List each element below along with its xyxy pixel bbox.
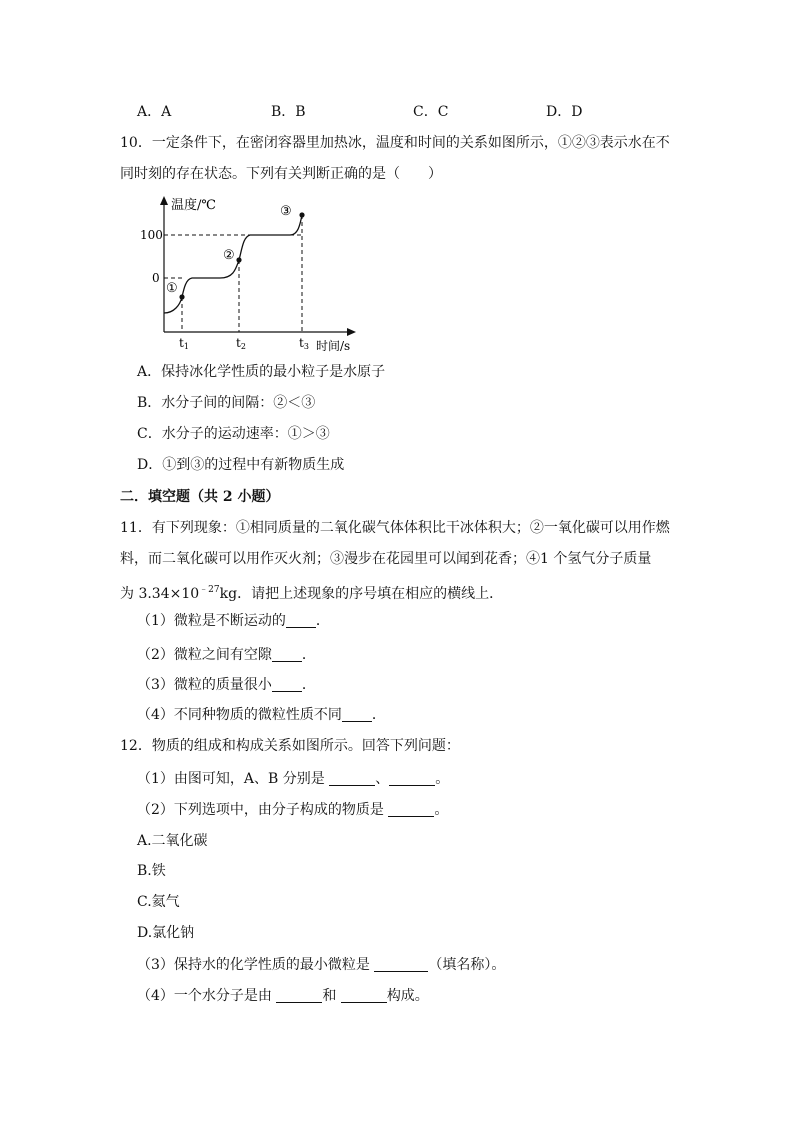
q12-stem: 12．物质的组成和构成关系如图所示。回答下列问题： bbox=[120, 738, 460, 754]
q11-line3-post: kg．请把上述现象的序号填在相应的横线上． bbox=[219, 586, 504, 602]
q12-sub1-blank-b[interactable] bbox=[389, 771, 435, 786]
q12-sub2 bbox=[137, 800, 448, 820]
q12-sub4-blank-a[interactable] bbox=[276, 988, 322, 1003]
q9-option-c: C．C bbox=[413, 104, 449, 120]
q11-item-1-blank[interactable] bbox=[286, 613, 316, 628]
graph-x-label: 时间/s bbox=[316, 339, 351, 353]
q12-choice-b: B.铁 bbox=[137, 863, 166, 879]
q12-sub1-sep: 、 bbox=[375, 771, 390, 787]
graph-point-1-label: ① bbox=[166, 281, 178, 296]
q11-item-2-end: ． bbox=[301, 647, 316, 663]
q11-item-1-text: （1）微粒是不断运动的 bbox=[137, 613, 286, 629]
q12-sub3-text: （3）保持水的化学性质的最小微粒是 bbox=[137, 957, 375, 973]
q12-sub1-text: （1）由图可知，A、B 分别是 bbox=[137, 771, 330, 787]
q9-option-b: B．B bbox=[271, 104, 306, 120]
q11-item-4-text: （4）不同种物质的微粒性质不同 bbox=[137, 707, 342, 723]
graph-point-3-label: ③ bbox=[280, 204, 292, 219]
q11-item-2-text: （2）微粒之间有空隙 bbox=[137, 647, 272, 663]
q12-choice-d: D.氯化钠 bbox=[137, 925, 195, 941]
q12-sub4-sep: 和 bbox=[322, 988, 341, 1004]
temperature-time-graph bbox=[140, 193, 370, 353]
q10-option-a: A．保持冰化学性质的最小粒子是水原子 bbox=[137, 364, 386, 380]
q12-sub2-end: 。 bbox=[434, 802, 449, 818]
graph-y-label: 温度/℃ bbox=[171, 198, 216, 213]
q12-sub3 bbox=[137, 955, 505, 975]
q12-sub2-blank[interactable] bbox=[388, 802, 434, 817]
graph-x-tick-t2: t2 bbox=[236, 336, 246, 351]
q12-sub4-blank-b[interactable] bbox=[341, 988, 387, 1003]
q12-sub1-end: 。 bbox=[435, 771, 450, 787]
q11-stem-line1: 11．有下列现象：①相同质量的二氧化碳气体体积比干冰体积大；②一氧化碳可以用作燃 bbox=[120, 520, 670, 536]
q11-exponent: ﹣27 bbox=[199, 585, 220, 595]
graph-x-tick-t1: t1 bbox=[179, 336, 189, 351]
section-2-title: 二．填空题（共 2 小题） bbox=[120, 489, 280, 505]
q11-item-2-blank[interactable] bbox=[272, 647, 302, 662]
graph-y-tick-100: 100 bbox=[140, 228, 163, 242]
q9-option-a: A．A bbox=[137, 104, 172, 120]
q11-item-4 bbox=[137, 705, 386, 725]
graph-y-tick-0: 0 bbox=[152, 271, 160, 285]
q12-sub1 bbox=[137, 769, 449, 789]
graph-x-tick-t3: t3 bbox=[299, 336, 309, 351]
q12-sub2-text: （2）下列选项中，由分子构成的物质是 bbox=[137, 802, 389, 818]
q11-item-2 bbox=[137, 645, 316, 665]
q12-sub4 bbox=[137, 986, 429, 1006]
q12-choice-c: C.氦气 bbox=[137, 894, 180, 910]
q11-item-3 bbox=[137, 675, 316, 695]
q10-option-c: C．水分子的运动速率：①＞③ bbox=[137, 426, 330, 442]
q12-sub1-blank-a[interactable] bbox=[329, 771, 375, 786]
q11-item-4-blank[interactable] bbox=[342, 707, 372, 722]
q12-choice-a: A.二氧化碳 bbox=[137, 833, 208, 849]
q11-item-3-blank[interactable] bbox=[272, 677, 302, 692]
q11-item-4-end: ． bbox=[371, 707, 386, 723]
q11-stem-line3 bbox=[120, 580, 503, 604]
q12-sub4-text: （4）一个水分子是由 bbox=[137, 988, 277, 1004]
q11-item-1-end: ． bbox=[315, 613, 330, 629]
q9-option-d: D．D bbox=[546, 104, 583, 120]
q12-sub4-end: 构成。 bbox=[386, 988, 429, 1004]
q11-item-3-end: ． bbox=[301, 677, 316, 693]
q10-stem-line2: 同时刻的存在状态。下列有关判断正确的是（ ） bbox=[120, 166, 442, 182]
q10-stem-line1: 10．一定条件下，在密闭容器里加热冰，温度和时间的关系如图所示，①②③表示水在不 bbox=[120, 135, 670, 151]
q11-item-3-text: （3）微粒的质量很小 bbox=[137, 677, 272, 693]
graph-point-2-label: ② bbox=[223, 248, 235, 263]
q12-sub3-end: （填名称）。 bbox=[428, 957, 506, 973]
q11-line3-pre: 为 3.34×10 bbox=[120, 586, 200, 602]
q11-item-1 bbox=[137, 611, 330, 631]
q12-sub3-blank[interactable] bbox=[374, 957, 428, 972]
q10-option-d: D．①到③的过程中有新物质生成 bbox=[137, 457, 345, 473]
q10-option-b: B．水分子间的间隔：②＜③ bbox=[137, 395, 316, 411]
q11-stem-line2: 料，而二氧化碳可以用作灭火剂；③漫步在花园里可以闻到花香；④1 个氢气分子质量 bbox=[120, 551, 652, 567]
